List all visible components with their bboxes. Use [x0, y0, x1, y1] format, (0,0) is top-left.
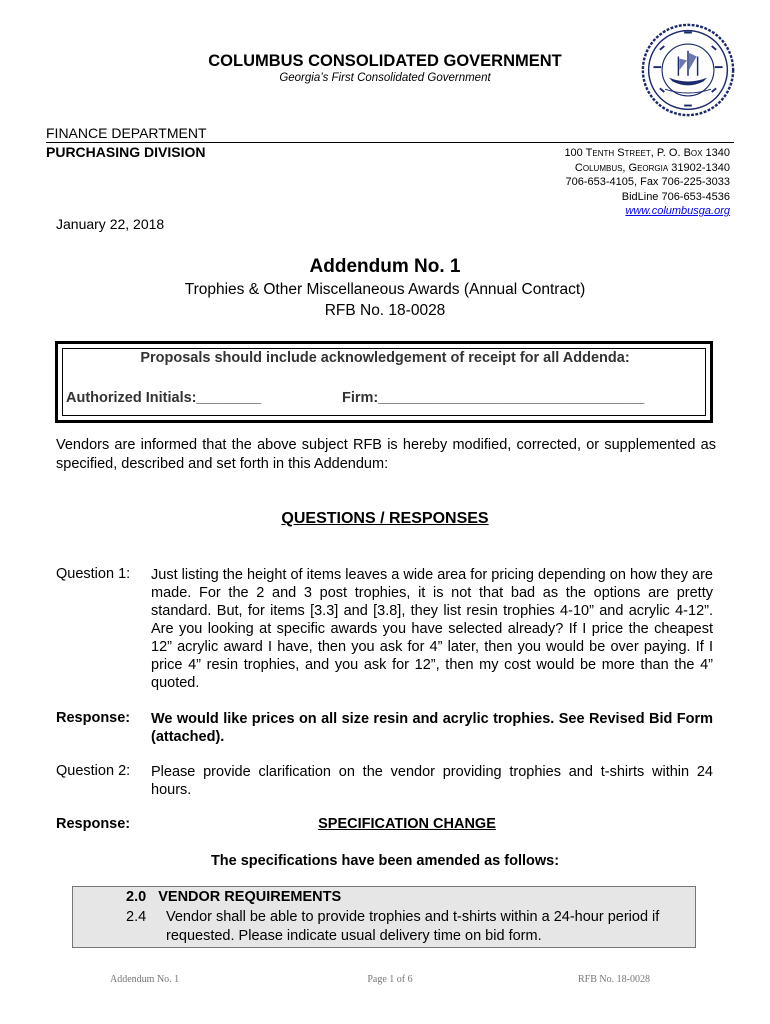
specification-change-heading: SPECIFICATION CHANGE [318, 816, 496, 832]
address-line-2: Columbus, Georgia 31902-1340 [574, 161, 730, 174]
organization-subtitle: Georgia’s First Consolidated Government [279, 72, 491, 84]
question-1-text: Just listing the height of items leaves a wide area for pricing depending on how they are made. For the 2 and 3 post trophies, it is not that bad as the options are pretty standard. But, for items [3.3] and [3.8], they list resin trophies 4-10” and acrylic 4-12”. Are you looking at specific awards you have selected already? If I price the cheapest 12” acrylic award I have, then you ask for 4” later, then you would be over paying. If I price 4” resin trophies, and you ask for 12”, then my cost would be more than the 4” quoted. [151, 567, 713, 691]
response-1-label: Response: [56, 710, 131, 726]
amended-note: The specifications have been amended as follows: [210, 853, 560, 869]
rfb-number: RFB No. 18-0028 [324, 302, 446, 319]
document-date: January 22, 2018 [56, 216, 165, 232]
question-2-text: Please provide clarification on the vendor providing trophies and t-shirts within 24 hours. [151, 764, 713, 798]
phone-fax: 706-653-4105, Fax 706-225-3033 [565, 176, 730, 188]
website-link[interactable]: www.columbusga.org [625, 205, 730, 217]
requirement-text: Vendor shall be able to provide trophies and t-shirts within a 24-hour period if requested. Please indicate usual delivery time on bid form. [166, 909, 660, 944]
question-2-label: Question 2: [56, 763, 131, 779]
department-name: FINANCE DEPARTMENT [46, 125, 207, 141]
requirements-title: 2.0 VENDOR REQUIREMENTS [126, 889, 342, 905]
footer-page-number: Page 1 of 6 [367, 974, 413, 985]
bidline: BidLine 706-653-4536 [621, 190, 730, 203]
response-1-text: We would like prices on all size resin and acrylic trophies. See Revised Bid Form (attached). [151, 711, 713, 745]
authorized-initials-field: Authorized Initials:________ [66, 390, 262, 406]
firm-field: Firm:_________________________________ [342, 390, 645, 406]
section-heading: QUESTIONS / RESPONSES [281, 510, 489, 527]
footer-left: Addendum No. 1 [110, 974, 180, 985]
city-seal-icon [640, 22, 736, 118]
response-2-label: Response: [56, 816, 131, 832]
addendum-subtitle: Trophies & Other Miscellaneous Awards (Annual Contract) [184, 281, 586, 298]
question-1-label: Question 1: [56, 566, 131, 582]
footer-right: RFB No. 18-0028 [578, 974, 650, 985]
organization-title: COLUMBUS CONSOLIDATED GOVERNMENT [208, 52, 562, 70]
address-block [564, 146, 730, 219]
address-line-1: 100 Tenth Street, P. O. Box 1340 [564, 147, 730, 159]
division-name: PURCHASING DIVISION [46, 144, 206, 160]
header-divider [46, 142, 734, 143]
acknowledgement-title: Proposals should include acknowledgement of receipt for all Addenda: [140, 350, 630, 366]
requirement-item [126, 908, 686, 946]
requirement-number: 2.4 [126, 909, 147, 925]
intro-paragraph: Vendors are informed that the above subject RFB is hereby modified, corrected, or supplemented as specified, described and set forth in this Addendum: [56, 437, 716, 472]
addendum-title: Addendum No. 1 [309, 256, 461, 277]
